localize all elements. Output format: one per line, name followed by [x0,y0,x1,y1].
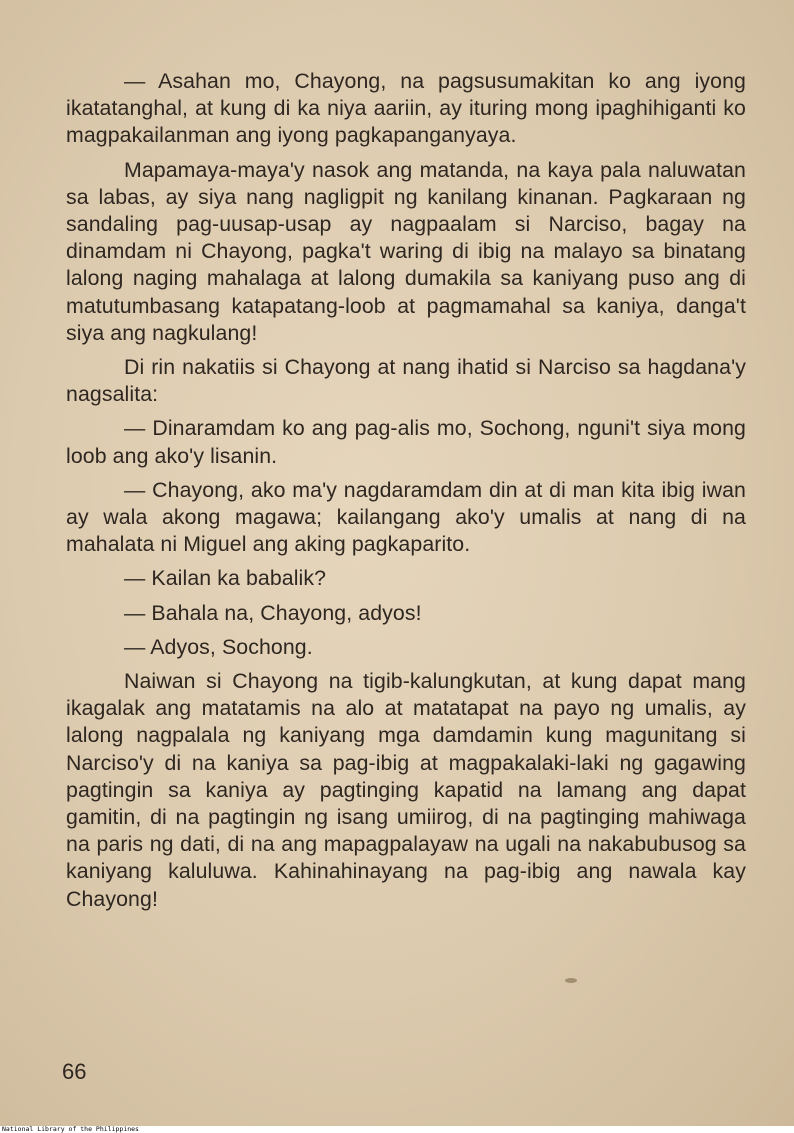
paragraph-7: — Bahala na, Chayong, adyos! [124,600,422,625]
page-number: 66 [62,1059,87,1084]
paragraph-1: — Asahan mo, Chayong, na pagsusumakitan ko ang iyong ikatatanghal, at kung di ka niya aariin, ay ituring mong ipaghihiganti ko magpakailanman ang iyong pagkapanganyaya. [66,69,746,148]
paper-speck [565,978,577,983]
paragraph-9: Naiwan si Chayong na tigib-kalungkutan, at kung dapat mang ikagalak ang matatamis na alo at matatapat na payo ng umalis, ay lalong nagpalala ng kaniyang mga damdamin kung magunitang si Narciso'y di na kaniya sa pag-ibig at magpakalaki-laki ng gagawing pagtingin sa kaniya ay pagtinging kapatid na lamang ang dapat gamitin, di na pagtingin ng isang umiirog, di na pagtinging mahiwaga na paris ng dati, di na ang mapagpalayaw na ugali na nakabubusog sa kaniyang kaluluwa. Kahinahinayang na pag-ibig ang nawala kay Chayong! [66,669,746,911]
paragraph-3: Di rin nakatiis si Chayong at nang ihatid si Narciso sa hagdana'y nagsalita: [66,355,746,407]
library-credit: National Library of the Philippines [2,1125,139,1133]
body-text [66,68,746,913]
paragraph-5: — Chayong, ako ma'y nagdaramdam din at di man kita ibig iwan ay wala akong magawa; kailangang ako'y umalis at nang di na mahalata ni Miguel ang aking pagkaparito. [66,477,746,557]
paragraph-6: — Kailan ka babalik? [124,566,327,591]
paragraph-2: Mapamaya-maya'y nasok ang matanda, na kaya pala naluwatan sa labas, ay siya nang nagligpit ng kanilang kinanan. Pagkaraan ng sandaling pag-uusap-usap ay nagpaalam si Narciso, bagay na dinamdam ni Chayong, pagka't waring di ibig na malayo sa binatang lalong naging mahalaga at lalong dumakila sa kaniyang puso ang di matutumbasang katapatang-loob at pagmamahal sa kaniya, danga't siya ang nagkulang! [66,157,746,345]
paragraph-8: — Adyos, Sochong. [124,634,313,659]
paragraph-4: — Dinaramdam ko ang pag-alis mo, Sochong, nguni't siya mong loob ang ako'y lisanin. [66,416,746,468]
